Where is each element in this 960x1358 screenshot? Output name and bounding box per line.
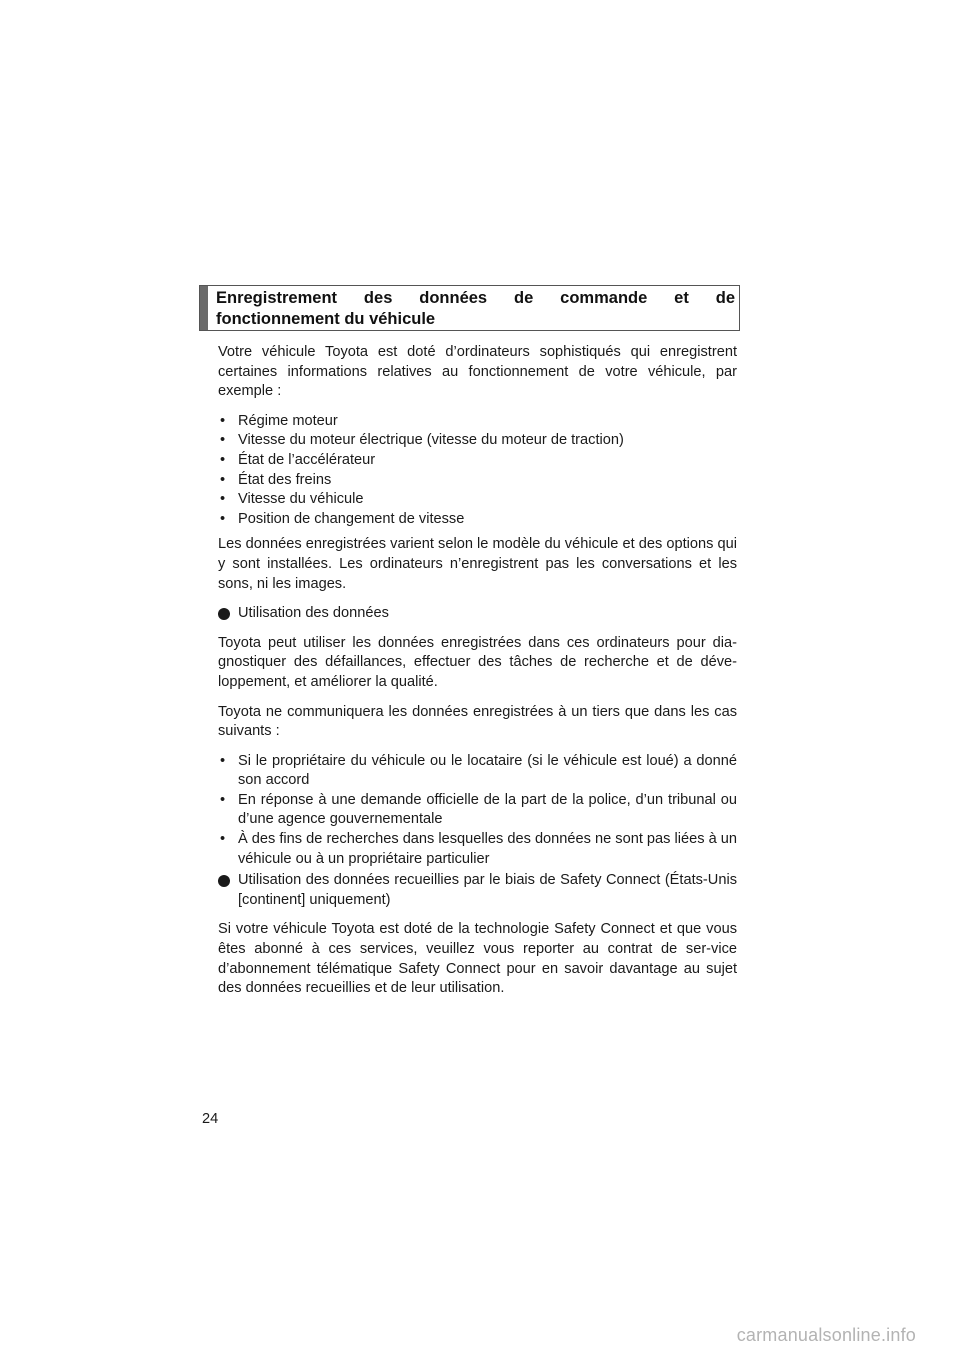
list-item xyxy=(218,451,737,471)
watermark: carmanualsonline.info xyxy=(736,1325,916,1345)
filled-circle-icon xyxy=(218,608,230,620)
bullet-icon: • xyxy=(220,831,226,848)
list-item-text: Si le propriétaire du véhicule ou le locataire (si le véhicule est loué) a donné son accord xyxy=(238,752,737,789)
usage-paragraph: Toyota peut utiliser les données enregistrées dans ces ordinateurs pour dia-gnostiquer des défaillances, effectuer des tâches de recherche et de déve-loppement, et améliorer la qualité. xyxy=(218,634,737,690)
safety-connect-heading xyxy=(218,871,737,910)
bullet-icon: • xyxy=(220,491,226,508)
list-item-text: Vitesse du moteur électrique (vitesse du moteur de traction) xyxy=(238,432,624,449)
section-header-bar xyxy=(200,286,208,330)
bullet-icon: • xyxy=(220,451,226,468)
section-title-line-2: fonctionnement du véhicule xyxy=(216,310,436,328)
safety-connect-paragraph: Si votre véhicule Toyota est doté de la technologie Safety Connect et que vous êtes abonné à ces services, veuillez vous reporter au contrat de ser-vice d’abonnement télématique Safety Connect pour en savoir davantage au sujet des données recueillies et de leur utilisation. xyxy=(218,921,737,997)
bullet-icon: • xyxy=(220,432,226,449)
list-item xyxy=(218,412,737,432)
list-item xyxy=(218,431,737,451)
list-item xyxy=(218,510,737,530)
list-item xyxy=(218,490,737,510)
section-header xyxy=(199,285,740,331)
list-item xyxy=(218,791,737,830)
list-item-text: État des freins xyxy=(238,471,332,488)
section-body xyxy=(218,343,737,1009)
safety-connect-heading-text: Utilisation des données recueillies par le biais de Safety Connect (États-Unis [continent] uniquement) xyxy=(238,872,737,908)
list-item xyxy=(218,830,737,869)
list-item xyxy=(218,752,737,791)
usage-heading xyxy=(218,604,737,624)
third-party-paragraph: Toyota ne communiquera les données enregistrées à un tiers que dans les cas suivants : xyxy=(218,703,737,740)
list-item-text: Régime moteur xyxy=(238,412,338,429)
bullet-icon: • xyxy=(220,752,226,769)
bullet-icon: • xyxy=(220,791,226,808)
bullet-icon: • xyxy=(220,510,226,527)
recorded-data-list xyxy=(218,412,737,530)
bullet-icon: • xyxy=(220,412,226,429)
list-item-text: En réponse à une demande officielle de la part de la police, d’un tribunal ou d’une agence gouvernementale xyxy=(238,791,737,828)
intro-paragraph: Votre véhicule Toyota est doté d’ordinateurs sophistiqués qui enregistrent certaines informations relatives au fonctionnement de votre véhicule, par exemple : xyxy=(218,344,737,400)
list-item-text: État de l’accélérateur xyxy=(238,451,376,468)
variation-paragraph: Les données enregistrées varient selon le modèle du véhicule et des options qui y sont installées. Les ordinateurs n’enregistrent pas les conversations et les sons, ni les images. xyxy=(218,536,737,592)
filled-circle-icon xyxy=(218,875,230,887)
section-title xyxy=(216,288,735,330)
disclosure-cases-list xyxy=(218,752,737,870)
section-title-line-1: Enregistrement des données de commande et de xyxy=(216,289,735,307)
list-item-text: Vitesse du véhicule xyxy=(238,491,364,508)
list-item xyxy=(218,471,737,491)
list-item-text: À des fins de recherches dans lesquelles des données ne sont pas liées à un véhicule ou à un propriétaire particulier xyxy=(238,831,737,867)
usage-heading-text: Utilisation des données xyxy=(238,605,389,622)
page-number: 24 xyxy=(202,1111,219,1127)
bullet-icon: • xyxy=(220,471,226,488)
list-item-text: Position de changement de vitesse xyxy=(238,510,465,527)
